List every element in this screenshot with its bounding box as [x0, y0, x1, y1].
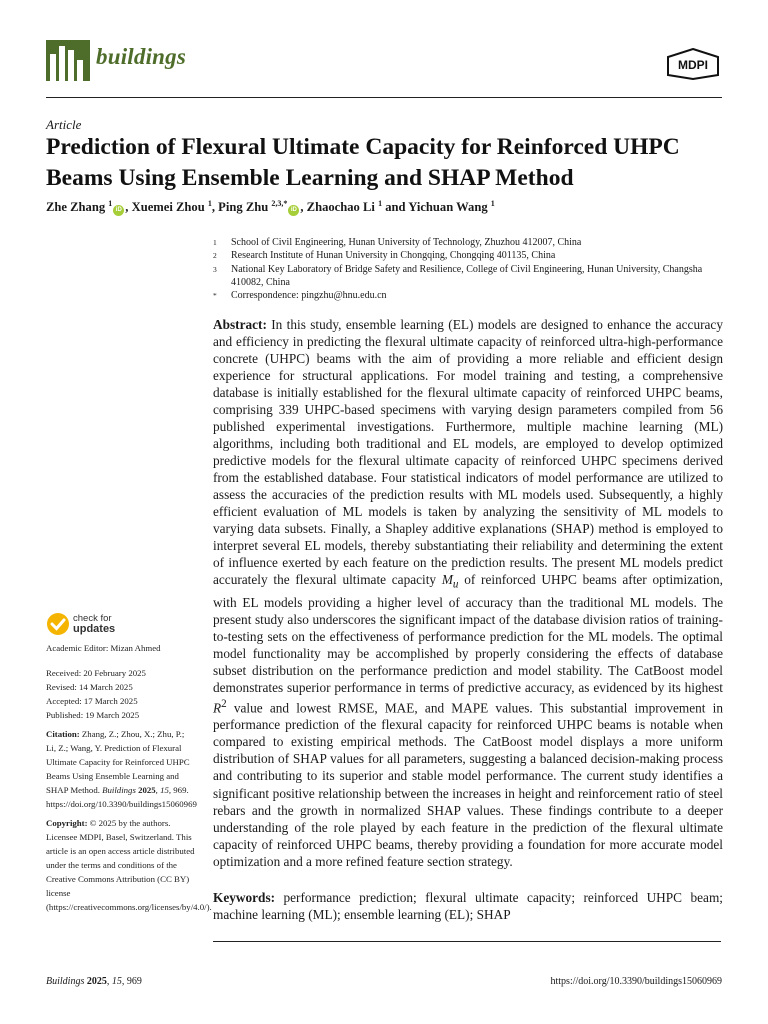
affiliation-item	[213, 249, 728, 262]
academic-editor: Academic Editor: Mizan Ahmed	[46, 643, 161, 653]
keywords-text: performance prediction; flexural ultimate capacity; reinforced UHPC beam; machine learning (ML); ensemble learning (EL); SHAP	[213, 890, 723, 923]
footer-year: 2025	[86, 976, 107, 987]
mdpi-logo-icon	[664, 48, 722, 80]
author-affiliation-sup: 2,3,*	[271, 199, 288, 208]
journal-name: buildings	[96, 44, 187, 69]
affiliation-text: School of Civil Engineering, Hunan University of Technology, Zhuzhou 412007, China	[231, 237, 582, 248]
orcid-icon[interactable]: iD	[288, 205, 299, 216]
sidebar-metadata	[46, 641, 212, 914]
author-list	[46, 199, 726, 216]
abstract-r: R	[213, 700, 222, 716]
author-name[interactable]: Yichuan Wang	[408, 200, 491, 214]
keywords-label: Keywords:	[213, 890, 276, 905]
abstract-text-1: In this study, ensemble learning (EL) models are designed to enhance the accuracy and efficiency in predicting the flexural ultimate capacity of reinforced ultra-high-performance concrete (UHPC) beams with the aim of providing a more reliable and efficient design experience for structural applications. For model training and testing, a comprehensive database is initially established for the flexural ultimate capacity of reinforced UHPC beams, comprising 339 UHPC-based specimens with varying design parameters compiled from 56 published experimental investigations. Furthermore, multiple machine learning (ML) algorithms, including both traditional and EL models, are employed to develop optimized predictive models for the flexural ultimate capacity of reinforced UHPC specimens derived from the established database. Four statistical indicators of model performance are utilized to assess the accuracies of the prediction results with ML models used. Subsequently, a highly efficient evaluation of ML models is taken by analyzing the sensitivity of ML models to varying data subsets. Finally, a Shapley additive explanations (SHAP) method is employed to interpret several EL models, thereby substantiating their reliability and determining the extent of influence exerted by each feature on the prediction results. The present ML models predict accurately the flexural ultimate capacity	[213, 317, 723, 588]
footer-doi-link[interactable]: https://doi.org/10.3390/buildings15060969	[550, 976, 722, 987]
publisher-name: MDPI	[678, 58, 708, 72]
footer-page: , 969	[121, 976, 142, 987]
affiliation-item	[213, 263, 728, 290]
accepted-date: Accepted: 17 March 2025	[46, 696, 138, 706]
abstract-divider	[213, 941, 721, 942]
affiliations	[213, 236, 728, 302]
affiliation-text: Research Institute of Hunan University in Chongqing, Chongqing 401135, China	[231, 250, 556, 262]
citation-journal: Buildings	[102, 785, 136, 795]
citation-doi[interactable]: , 969. https://doi.org/10.3390/buildings15060969	[46, 785, 197, 809]
author-affiliation-sup: 1	[378, 199, 383, 208]
affiliation-item	[213, 289, 728, 302]
citation-text: Zhang, Z.; Zhou, X.; Zhu, P.; Li, Z.; Wang, Y. Prediction of Flexural Ultimate Capacity for Reinforced UHPC Beams Using Ensemble Learning and SHAP Method.	[46, 729, 190, 795]
citation-volume: 15	[160, 785, 169, 795]
journal-logo-icon	[46, 40, 90, 81]
check-text-line1: check for	[73, 613, 112, 624]
abstract-r-sup: 2	[221, 698, 227, 710]
abstract-label: Abstract:	[213, 317, 267, 332]
affiliation-number: 1	[213, 238, 217, 247]
abstract	[213, 316, 723, 870]
published-date: Published: 19 March 2025	[46, 710, 140, 720]
affiliation-text: Correspondence: pingzhu@hnu.edu.cn	[231, 290, 387, 302]
check-updates-icon	[46, 612, 70, 636]
check-for-updates-button[interactable]	[46, 612, 176, 638]
header-divider	[46, 97, 722, 98]
author-separator: ,	[211, 200, 219, 214]
author-name[interactable]: Zhaochao Li	[306, 200, 379, 214]
keywords	[213, 889, 723, 923]
footer-volume: 15	[111, 976, 122, 987]
author-affiliation-sup: 1	[207, 199, 212, 208]
received-date: Received: 20 February 2025	[46, 668, 146, 678]
author-affiliation-sup: 1	[108, 199, 113, 208]
author-name[interactable]: Ping Zhu	[218, 200, 272, 214]
revised-date: Revised: 14 March 2025	[46, 682, 133, 692]
article-type: Article	[46, 117, 82, 132]
author-separator: ,	[125, 200, 132, 214]
abstract-text-3: value and lowest RMSE, MAE, and MAPE values. This substantial improvement in performance prediction of the flexural capacity for reinforced UHPC beams is notable when compared to existing empirical methods. The CatBoost model displays a more uniform distribution of SHAP values for all parameters, suggesting a balanced decision-making process and contributing to its superior and stable model performance. The current study identifies a significant positive relationship between the increases in height and reinforcement ratio of steel rebars and the growth in normalized SHAP values. These findings contribute to a deeper understanding of the role played by each feature in the prediction of the flexural ultimate capacity of reinforced UHPC beams, thereby providing a foundation for more accurate model optimization and a more refined feature section strategy.	[213, 700, 723, 869]
affiliation-number: *	[213, 291, 217, 301]
citation: Citation: Zhang, Z.; Zhou, X.; Zhu, P.; Li, Z.; Wang, Y. Prediction of Flexural Ultimate Capacity for Reinforced UHPC Beams Using Ensemble Learning and SHAP Method. Buildings 2025, 15, 969. https://doi.org/10.3390/buildings15060969	[46, 729, 197, 809]
copyright	[46, 816, 212, 914]
citation-year: 2025	[138, 785, 156, 795]
copyright-label: Copyright:	[46, 818, 88, 828]
article-title: Prediction of Flexural Ultimate Capacity for Reinforced UHPC Beams Using Ensemble Learning and SHAP Method	[46, 134, 680, 191]
author-affiliation-sup: 1	[490, 199, 495, 208]
citation-label: Citation:	[46, 729, 80, 739]
author-name[interactable]: Xuemei Zhou	[131, 200, 208, 214]
author-separator: ,	[300, 200, 307, 214]
footer-citation: Buildings 2025, 15, 969	[46, 976, 142, 987]
affiliation-item	[213, 236, 728, 249]
check-text-line2: updates	[73, 623, 116, 635]
author-name[interactable]: Zhe Zhang	[46, 200, 109, 214]
abstract-var: M	[441, 572, 453, 588]
copyright-text: © 2025 by the authors. Licensee MDPI, Basel, Switzerland. This article is an open access article distributed under the terms and conditions of the Creative Commons Attribution (CC BY) license (https://creativecommons.org/licenses/by/4.0/).	[46, 818, 212, 912]
orcid-icon[interactable]: iD	[113, 205, 124, 216]
affiliation-number: 3	[213, 264, 217, 274]
footer-journal: Buildings	[46, 976, 85, 987]
abstract-var-sub: u	[452, 578, 459, 591]
affiliation-text: National Key Laboratory of Bridge Safety and Resilience, College of Civil Engineering, Hunan University, Changsha 410082, China	[231, 263, 703, 288]
author-separator: and	[382, 200, 409, 214]
abstract-text-2: of reinforced UHPC beams after optimization, with EL models providing a higher level of accuracy than the traditional ML models. The present study also underscores the significant impact of the database division ratios of training-to-testing sets on the effectiveness of performance prediction for the ML models. The optimal model functionality may be accomplished by properly considering the effects of database subset distribution on the performance prediction and model stability. The CatBoost model demonstrates superior performance in terms of predictive accuracy, as evidenced by its highest	[213, 572, 724, 695]
affiliation-number: 2	[213, 251, 217, 261]
